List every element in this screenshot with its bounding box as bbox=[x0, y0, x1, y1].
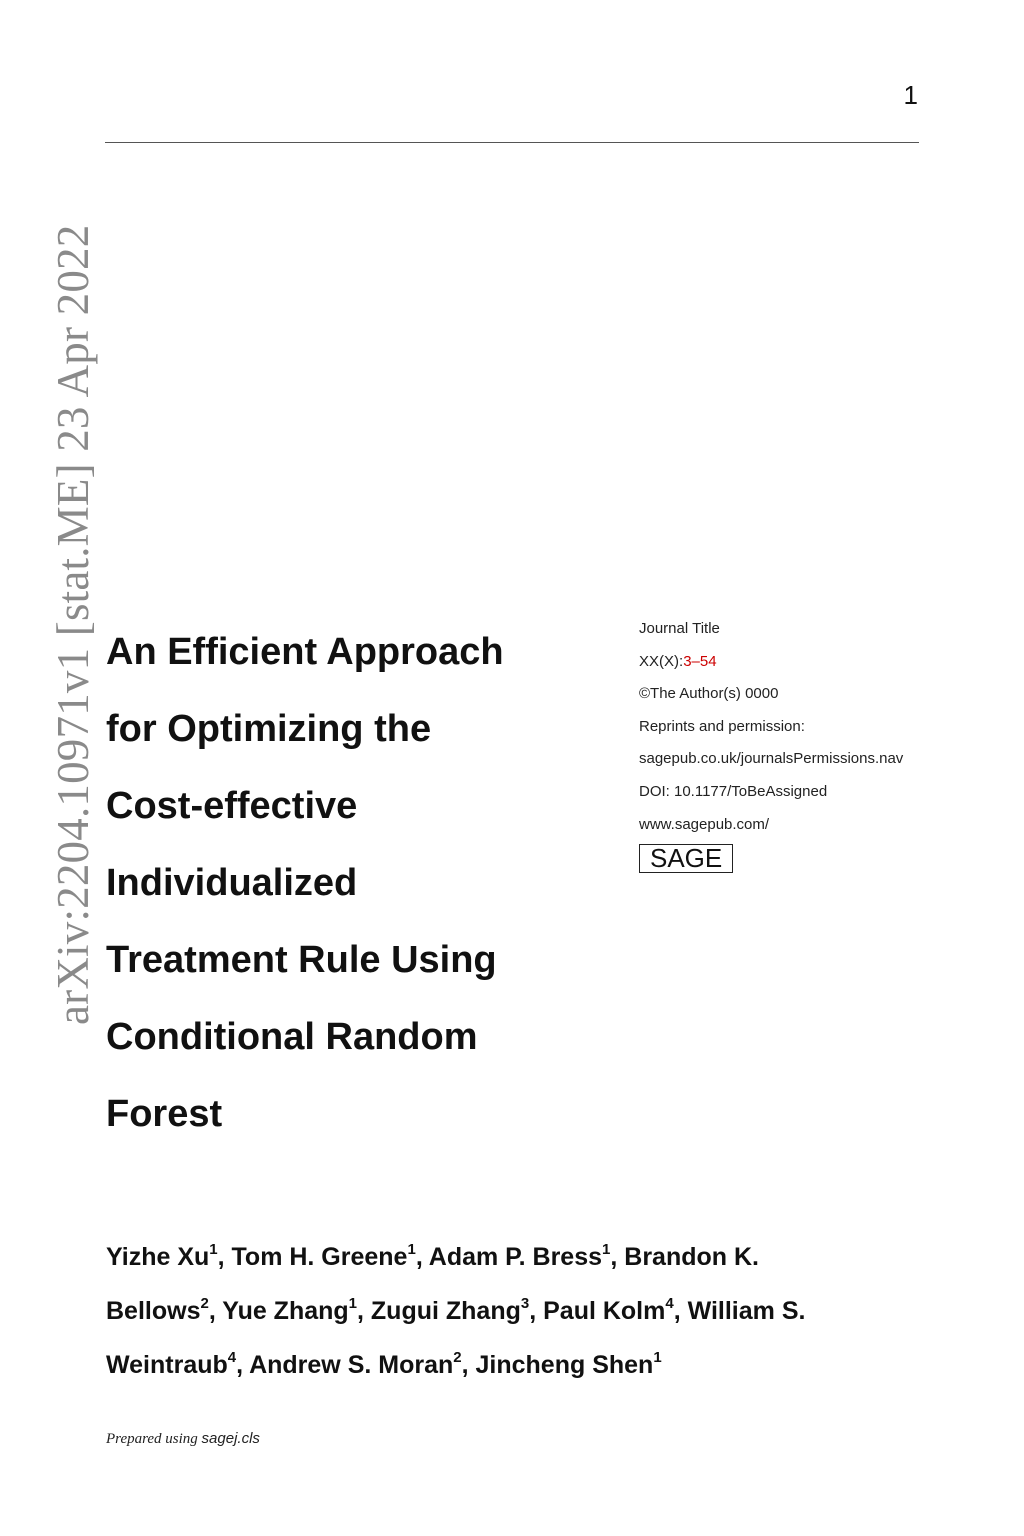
copyright: ©The Author(s) 0000 bbox=[639, 685, 779, 703]
pages-separator: – bbox=[691, 652, 700, 670]
affiliation-marker[interactable]: 4 bbox=[665, 1295, 674, 1312]
arxiv-identifier-stamp: arXiv:2204.10971v1 [stat.ME] 23 Apr 2022 bbox=[48, 224, 98, 1025]
affiliation-marker[interactable]: 1 bbox=[653, 1349, 662, 1366]
prepared-using-label: Prepared using bbox=[106, 1431, 202, 1447]
affiliation-marker[interactable]: 1 bbox=[407, 1241, 416, 1258]
journal-volume-pages bbox=[639, 646, 929, 679]
author-name-text: , Brandon K. bbox=[610, 1243, 759, 1271]
class-file-name: sagej.cls bbox=[201, 1430, 260, 1447]
author-line bbox=[106, 1284, 906, 1338]
title-line: Forest bbox=[106, 1093, 223, 1135]
reprints-label: Reprints and permission: bbox=[639, 717, 805, 735]
author-name-text: , Paul Kolm bbox=[529, 1297, 666, 1325]
author-name-text: , Yue Zhang bbox=[208, 1297, 349, 1325]
paper-title bbox=[106, 614, 546, 1153]
author-line bbox=[106, 1338, 906, 1392]
author-list bbox=[106, 1230, 906, 1392]
publisher-website: www.sagepub.com/ bbox=[639, 815, 770, 833]
affiliation-marker[interactable]: 2 bbox=[453, 1349, 462, 1366]
page-number: 1 bbox=[903, 80, 918, 110]
volume-prefix: XX(X): bbox=[639, 652, 684, 670]
author-name-text: Weintraub bbox=[106, 1351, 228, 1379]
affiliation-marker[interactable]: 1 bbox=[209, 1241, 218, 1258]
pages-end-link[interactable]: 54 bbox=[699, 652, 717, 670]
author-name-text: , Tom H. Greene bbox=[217, 1243, 408, 1271]
author-line bbox=[106, 1230, 906, 1284]
title-line: Treatment Rule Using bbox=[106, 939, 497, 981]
journal-title: Journal Title bbox=[639, 620, 720, 637]
affiliation-marker[interactable]: 1 bbox=[348, 1295, 358, 1312]
header-rule bbox=[105, 142, 919, 143]
title-line: for Optimizing the bbox=[106, 708, 432, 750]
affiliation-marker[interactable]: 2 bbox=[200, 1295, 209, 1312]
affiliation-marker[interactable]: 3 bbox=[520, 1295, 530, 1312]
author-name-text: Yizhe Xu bbox=[106, 1243, 210, 1271]
doi: DOI: 10.1177/ToBeAssigned bbox=[639, 782, 828, 800]
author-name-text: , Zugui Zhang bbox=[357, 1297, 521, 1325]
title-line: An Efficient Approach bbox=[106, 631, 504, 673]
journal-info bbox=[639, 613, 929, 880]
affiliation-marker[interactable]: 1 bbox=[602, 1241, 611, 1258]
prepared-using-footer bbox=[106, 1428, 260, 1450]
title-line: Conditional Random bbox=[106, 1016, 478, 1058]
permissions-url: sagepub.co.uk/journalsPermissions.nav bbox=[639, 750, 904, 768]
author-name-text: Bellows bbox=[106, 1297, 201, 1325]
affiliation-marker[interactable]: 4 bbox=[227, 1349, 237, 1366]
author-name-text: , William S. bbox=[673, 1297, 806, 1325]
sage-logo: SAGE bbox=[639, 844, 733, 873]
author-name-text: , Andrew S. Moran bbox=[236, 1351, 454, 1379]
pages-start-link[interactable]: 3 bbox=[683, 652, 692, 670]
author-name-text: , Adam P. Bress bbox=[415, 1243, 603, 1271]
title-line: Individualized bbox=[106, 862, 358, 904]
title-line: Cost-effective bbox=[106, 785, 358, 827]
author-name-text: , Jincheng Shen bbox=[461, 1351, 654, 1379]
